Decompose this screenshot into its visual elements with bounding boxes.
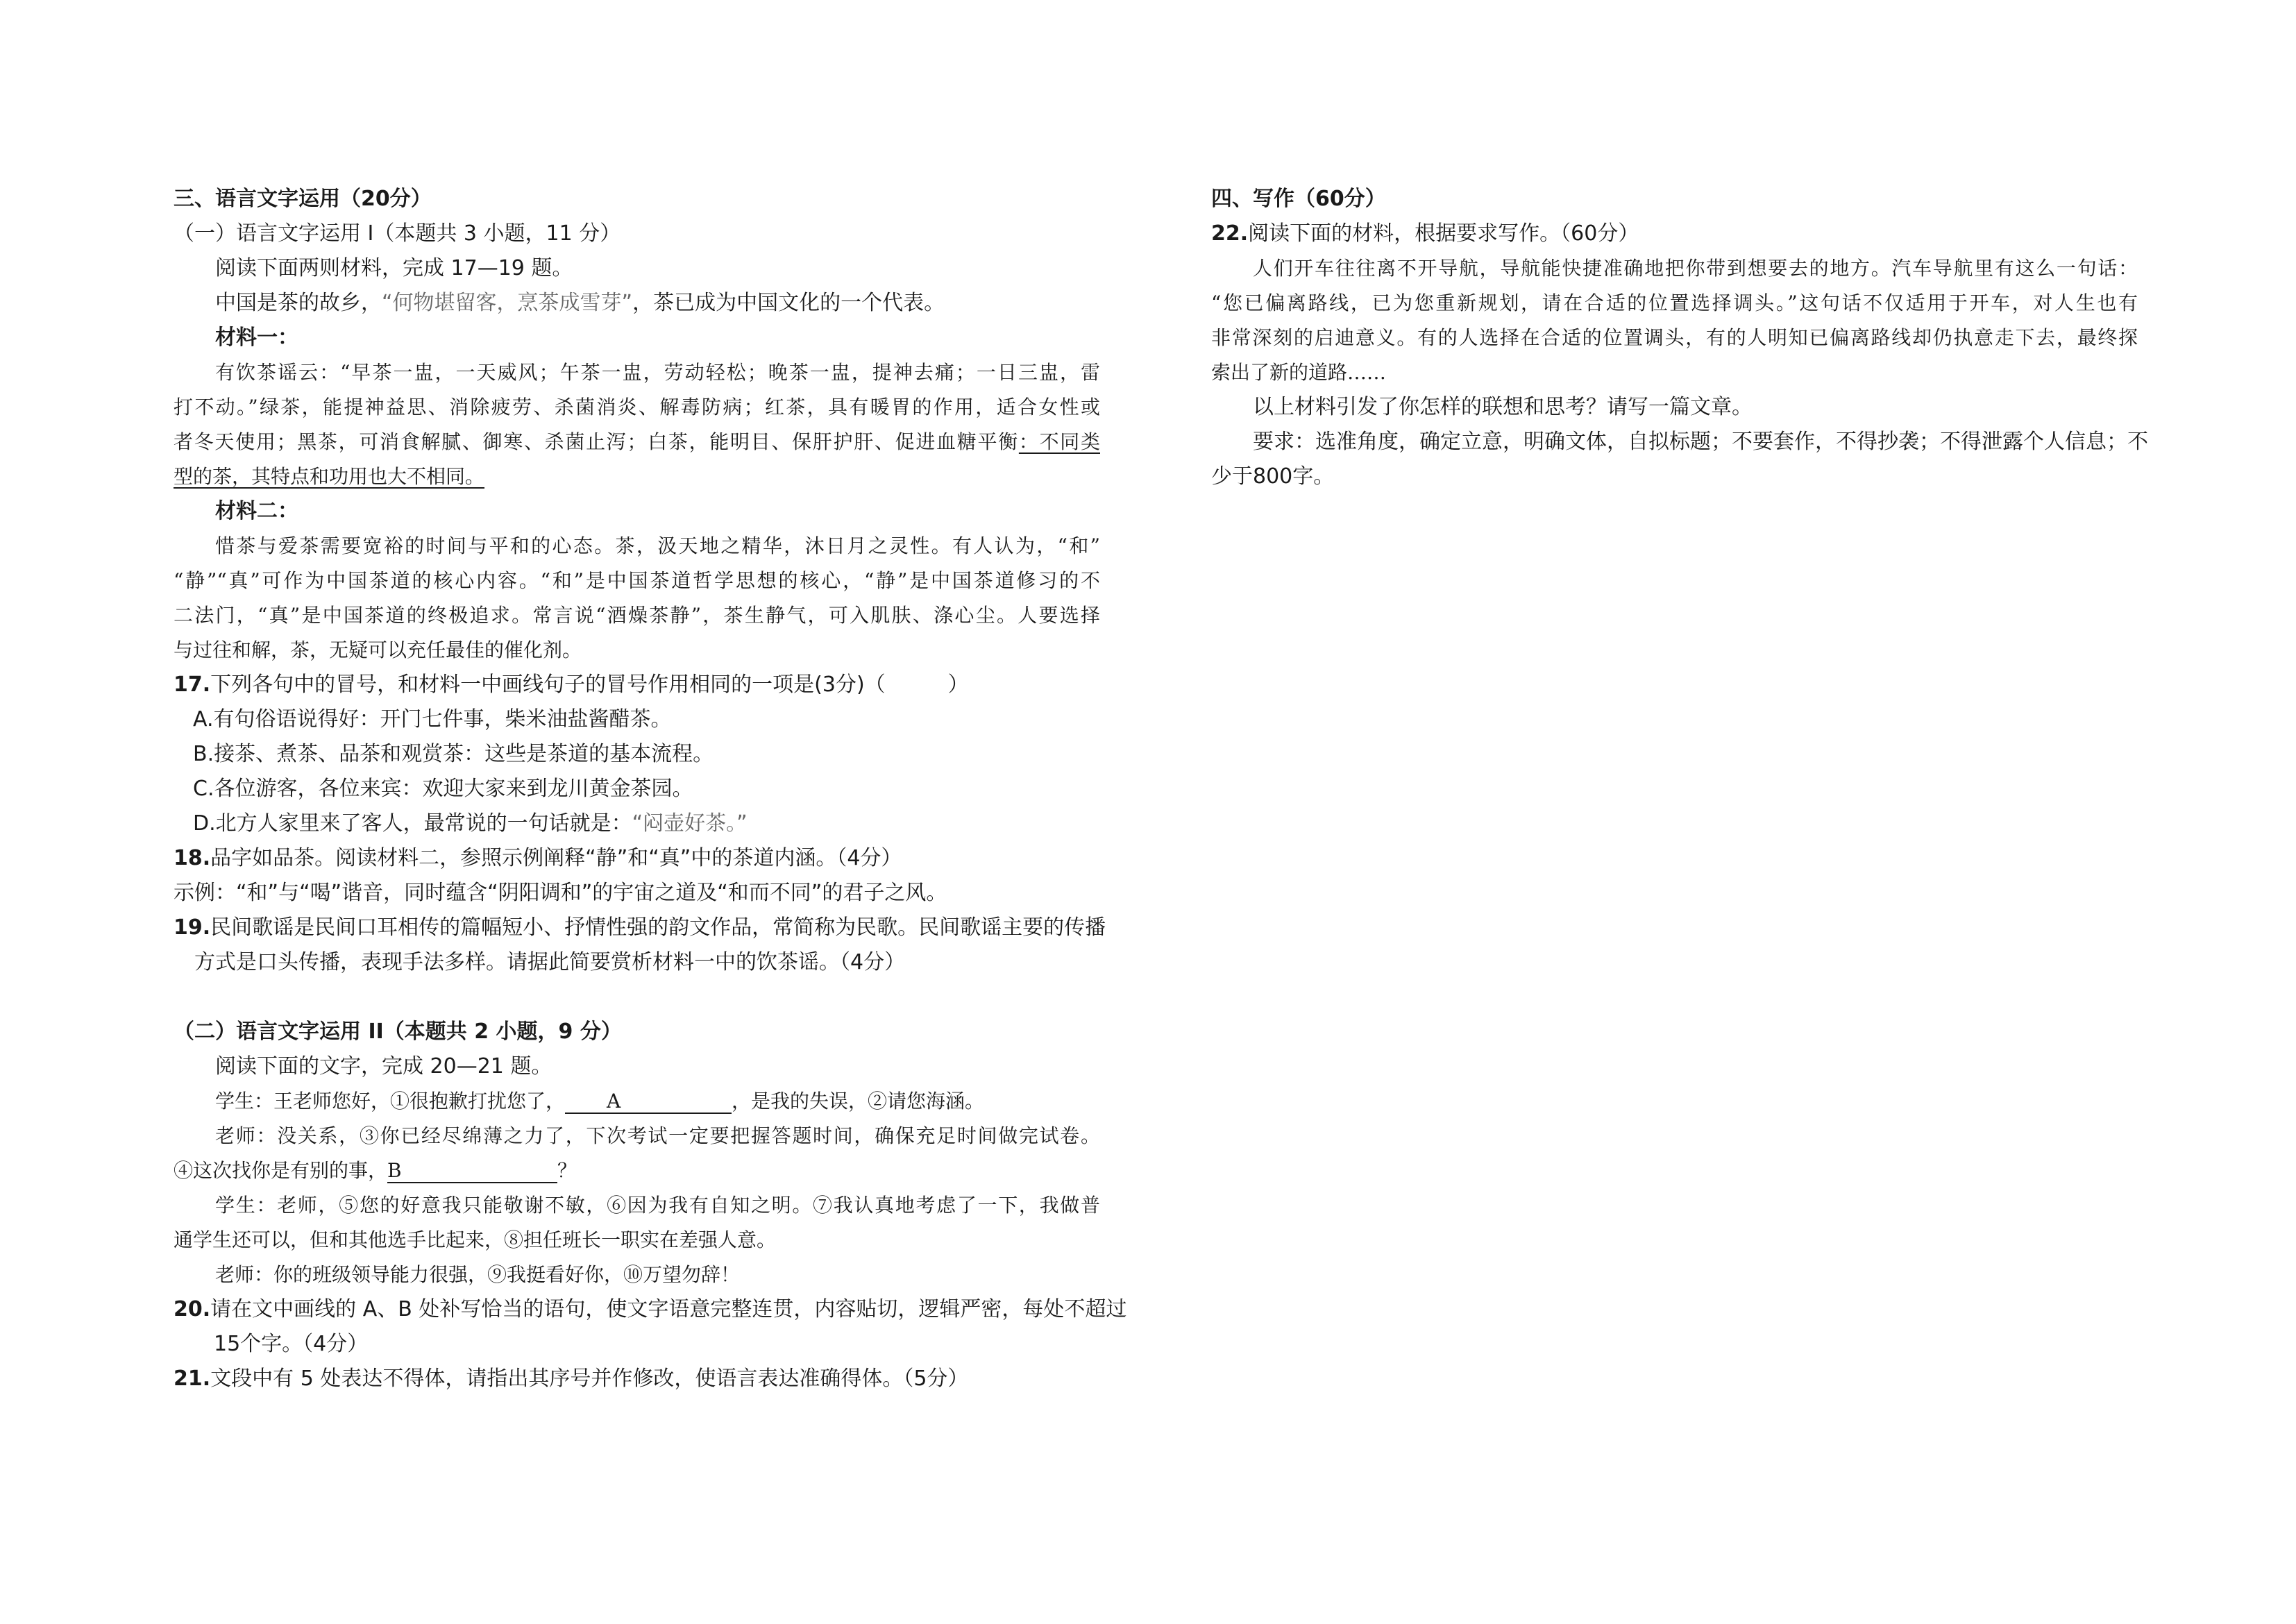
question-19-cont: 方式是口头传播，表现手法多样。请据此简要赏析材料一中的饮茶谣。（4分） (194, 950, 906, 974)
underlined-sentence: ：不同类 (1018, 430, 1100, 453)
section3-title: 三、语言文字运用（20分） (174, 187, 432, 211)
material2-line: “静”“真”可作为中国茶道的核心内容。“和”是中国茶道哲学思想的核心，“静”是中国茶道修习的不 (174, 569, 1100, 592)
blank-a: A (565, 1090, 732, 1114)
question-20 (174, 1292, 1127, 1327)
section4-title: 四、写作（60分） (1211, 187, 1386, 211)
intro-pre: 中国是茶的故乡， (215, 291, 382, 315)
underlined-sentence-end: 型的茶，其特点和功用也大不相同。 (174, 465, 485, 488)
question-number: 18. (174, 846, 211, 870)
q17-option-a: A.有句俗语说得好：开门七件事，柴米油盐酱醋茶。 (193, 707, 672, 731)
question-text: 阅读下面的材料，根据要求写作。（60分） (1248, 221, 1639, 246)
material2-title: 材料二： (215, 499, 298, 523)
part2-title: （二）语言文字运用 II（本题共 2 小题，9 分） (174, 1020, 622, 1044)
intro-post: ，茶已成为中国文化的一个代表。 (632, 291, 945, 315)
blank-b: B (387, 1160, 557, 1183)
material1-title: 材料一： (215, 325, 298, 350)
intro-quote: “何物堪留客，烹茶成雪芽” (382, 291, 633, 315)
material2-line: 惜茶与爱茶需要宽裕的时间与平和的心态。茶，汲天地之精华，沐日月之灵性。有人认为，“和” (215, 534, 1100, 557)
question-number: 22. (1211, 221, 1249, 246)
question-21 (174, 1362, 1100, 1396)
q18-example: 示例：“和”与“喝”谐音，同时蕴含“阴阳调和”的宇宙之道及“和而不同”的君子之风。 (174, 881, 947, 905)
question-text: 请在文中画线的 A、B 处补写恰当的语句，使文字语意完整连贯，内容贴切，逻辑严密，每处不超过 (210, 1297, 1127, 1321)
dialog-line: 老师：没关系，③你已经尽绵薄之力了，下次考试一定要把握答题时间，确保充足时间做完试卷。 (215, 1124, 1100, 1147)
material1-line: 有饮茶谣云：“早茶一盅，一天威风；午茶一盅，劳动轻松；晚茶一盅，提神去痛；一日三盅，雷 (215, 361, 1100, 384)
material2-line: 与过往和解，茶，无疑可以充任最佳的催化剂。 (174, 638, 582, 661)
question-text: 民间歌谣是民间口耳相传的篇幅短小、抒情性强的韵文作品，常简称为民歌。民间歌谣主要的传播 (210, 915, 1106, 940)
question-text: 文段中有 5 处表达不得体，请指出其序号并作修改，使语言表达准确得体。（5分） (210, 1367, 969, 1391)
q17-option-b: B.接茶、煮茶、品茶和观赏茶：这些是茶道的基本流程。 (193, 742, 714, 766)
dialog-line: 学生：老师，⑤您的好意我只能敬谢不敏，⑥因为我有自知之明。⑦我认真地考虑了一下，我做普 (215, 1194, 1100, 1217)
question-number: 17. (174, 673, 211, 697)
question-19 (174, 911, 1106, 945)
material1-line3-text: 者冬天使用；黑茶，可消食解腻、御寒、杀菌止泻；白茶，能明目、保肝护肝、促进血糖平衡 (174, 430, 1019, 453)
dialog-text: ，是我的失误，②请您海涵。 (732, 1090, 985, 1113)
spacer (174, 980, 1100, 1015)
dialog-text: ④这次找你是有别的事， (174, 1159, 388, 1182)
dialog-text: 学生：王老师您好，①很抱歉打扰您了， (215, 1090, 566, 1113)
dialog-line (174, 1153, 1100, 1188)
question-18 (174, 841, 1100, 876)
q17-option-d (174, 806, 1100, 841)
essay-requirements-cont: 少于800字。 (1211, 464, 1335, 489)
essay-requirements: 要求：选准角度，确定立意，明确文体，自拟标题；不要套作，不得抄袭；不得泄露个人信息；不 (1253, 430, 2148, 454)
intro-line (174, 286, 1100, 321)
material1-line: 打不动。”绿茶，能提神益思、消除疲劳、杀菌消炎、解毒防病；红茶，具有暖胃的作用，适合女性或 (174, 396, 1100, 418)
essay-material-line: 索出了新的道路…… (1211, 361, 1387, 384)
question-17 (174, 668, 1100, 702)
essay-material-line: 人们开车往往离不开导航，导航能快捷准确地把你带到想要去的地方。汽车导航里有这么一句话： (1253, 257, 2138, 280)
question-20-cont: 15个字。（4分） (214, 1332, 369, 1356)
question-22 (1211, 217, 2138, 251)
question-number: 20. (174, 1297, 211, 1321)
dialog-line: 老师：你的班级领导能力很强，⑨我挺看好你，⑩万望勿辞！ (215, 1263, 741, 1286)
part2-instruction: 阅读下面的文字，完成 20—21 题。 (215, 1054, 552, 1079)
option-d-quote: “闷壶好茶。” (632, 811, 748, 836)
q17-option-c: C.各位游客，各位来宾：欢迎大家来到龙川黄金茶园。 (193, 777, 693, 801)
option-d-text: D.北方人家里来了客人，最常说的一句话就是： (193, 811, 632, 836)
material2-line: 二法门，“真”是中国茶道的终极追求。常言说“酒燥茶静”，茶生静气，可入肌肤、涤心尘。人要选择 (174, 604, 1100, 627)
question-text: 下列各句中的冒号，和材料一中画线句子的冒号作用相同的一项是(3分)（ ） (210, 673, 969, 697)
right-column (1211, 182, 2148, 494)
essay-material-line: 非常深刻的启迪意义。有的人选择在合适的位置调头，有的人明知已偏离路线却仍执意走下去，最终探 (1211, 326, 2138, 349)
part1-title: （一）语言文字运用 I（本题共 3 小题，11 分） (174, 221, 621, 246)
question-text: 品字如品茶。阅读材料二，参照示例阐释“静”和“真”中的茶道内涵。（4分） (210, 846, 902, 870)
essay-material-line: “您已偏离路线，已为您重新规划，请在合适的位置选择调头。”这句话不仅适用于开车，对人生也有 (1211, 291, 2138, 314)
question-number: 19. (174, 915, 211, 940)
essay-prompt: 以上材料引发了你怎样的联想和思考？请写一篇文章。 (1253, 395, 1753, 419)
dialog-line (174, 1084, 1100, 1119)
part1-instruction: 阅读下面两则材料，完成 17—19 题。 (215, 256, 573, 280)
dialog-line: 通学生还可以，但和其他选手比起来，⑧担任班长一职实在差强人意。 (174, 1228, 777, 1251)
material1-line (174, 459, 1100, 494)
question-number: 21. (174, 1367, 211, 1391)
left-column (174, 182, 1127, 1396)
material1-line (174, 425, 1100, 459)
dialog-text: ？ (557, 1159, 577, 1182)
